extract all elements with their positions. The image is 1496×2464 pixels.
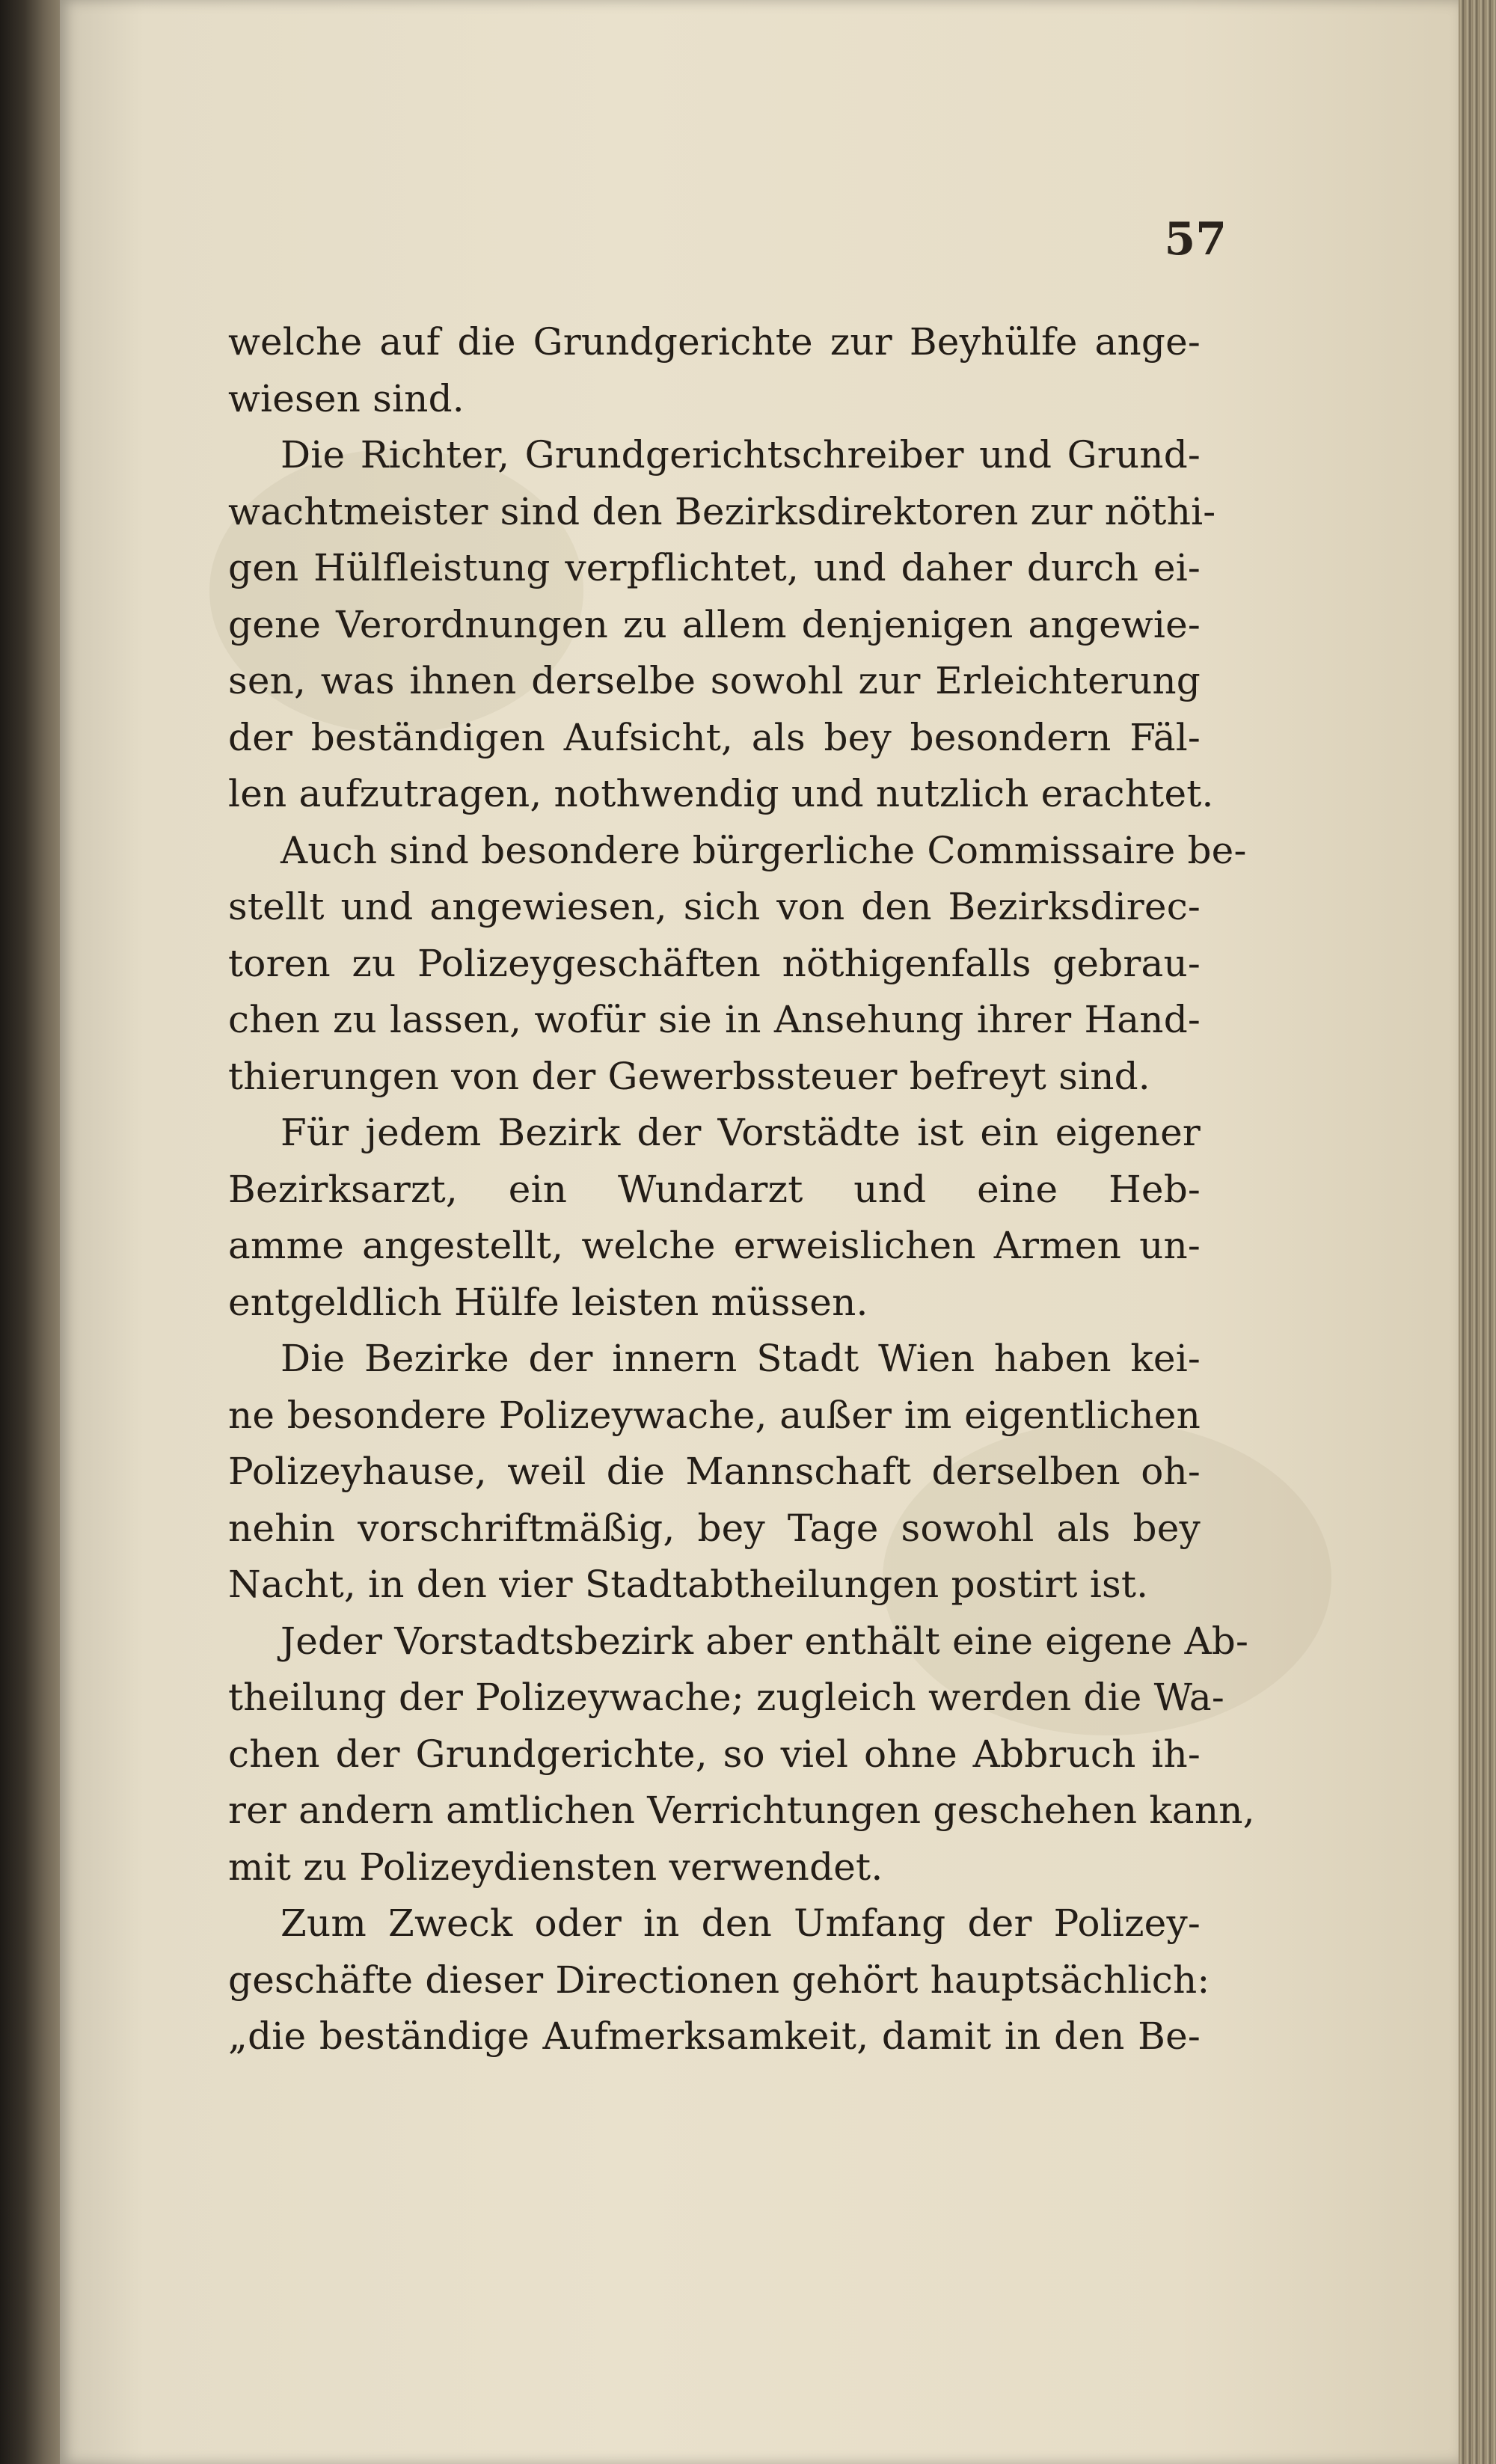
text-line: thierungen von der Gewerbssteuer befreyt sind. — [228, 1054, 1150, 1098]
text-line: wachtmeister sind den Bezirksdirektoren zur nöthi- — [228, 489, 1216, 533]
text-line: len aufzutragen, nothwendig und nutzlich erachtet. — [228, 772, 1214, 815]
text-line: Jeder Vorstadtsbezirk aber enthält eine eigene Ab- — [280, 1619, 1249, 1663]
text-line: gen Hülfleistung verpflichtet, und daher durch ei- — [228, 546, 1201, 589]
text-line: stellt und angewiesen, sich von den Bezirksdirec- — [228, 885, 1201, 928]
text-line: Die Bezirke der innern Stadt Wien haben kei- — [280, 1337, 1201, 1380]
text-line: gene Verordnungen zu allem denjenigen angewie- — [228, 602, 1201, 646]
text-line: ne besondere Polizeywache, außer im eigentlichen — [228, 1393, 1201, 1437]
book-gutter — [0, 0, 60, 2464]
text-line: Auch sind besondere bürgerliche Commissaire be- — [280, 828, 1247, 872]
page-number: 57 — [1164, 213, 1227, 266]
text-line: sen, was ihnen derselbe sowohl zur Erleichterung — [228, 659, 1201, 702]
text-line: Die Richter, Grundgerichtschreiber und Grund- — [280, 433, 1201, 476]
text-line: rer andern amtlichen Verrichtungen geschehen kann, — [228, 1789, 1255, 1832]
text-line: mit zu Polizeydiensten verwendet. — [228, 1845, 883, 1889]
body-text — [228, 314, 1255, 2065]
text-line: amme angestellt, welche erweislichen Armen un- — [228, 1224, 1201, 1267]
text-line: Polizeyhause, weil die Mannschaft derselben oh- — [228, 1450, 1201, 1493]
text-line: chen der Grundgerichte, so viel ohne Abbruch ih- — [228, 1732, 1201, 1776]
text-line: „die beständige Aufmerksamkeit, damit in den Be- — [228, 2014, 1201, 2058]
text-line: Bezirksarzt, ein Wundarzt und eine Heb- — [228, 1167, 1201, 1211]
text-line: der beständigen Aufsicht, als bey besondern Fäl- — [228, 715, 1201, 759]
text-line: entgeldlich Hülfe leisten müssen. — [228, 1280, 868, 1324]
text-line: Zum Zweck oder in den Umfang der Polizey- — [280, 1901, 1201, 1945]
text-line: Nacht, in den vier Stadtabtheilungen postirt ist. — [228, 1563, 1149, 1606]
text-line: welche auf die Grundgerichte zur Beyhülfe ange- — [228, 320, 1201, 364]
text-line: chen zu lassen, wofür sie in Ansehung ihrer Hand- — [228, 998, 1201, 1041]
text-line: wiesen sind. — [228, 376, 465, 420]
text-line: nehin vorschriftmäßig, bey Tage sowohl als bey — [228, 1506, 1201, 1550]
text-line: theilung der Polizeywache; zugleich werden die Wa- — [228, 1676, 1225, 1719]
text-line: Für jedem Bezirk der Vorstädte ist ein eigener — [280, 1111, 1201, 1154]
text-line: toren zu Polizeygeschäften nöthigenfalls gebrau- — [228, 941, 1201, 985]
text-line: geschäfte dieser Directionen gehört hauptsächlich: — [228, 1958, 1210, 2002]
page-edges — [1459, 0, 1496, 2464]
